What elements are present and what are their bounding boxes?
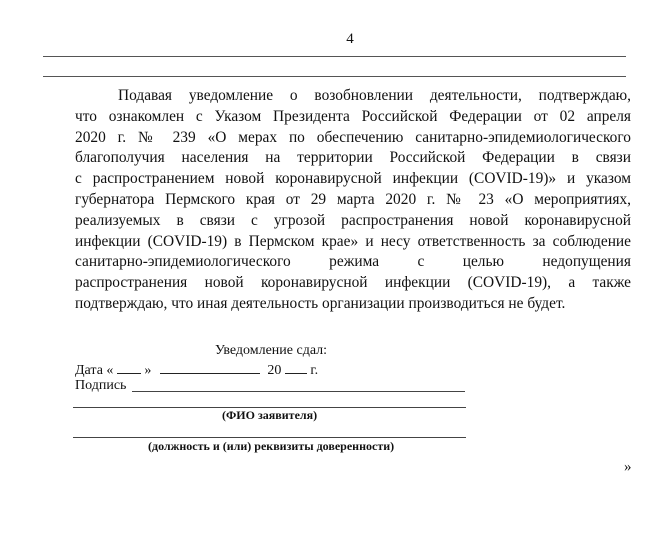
day-blank[interactable] (117, 361, 141, 374)
month-blank[interactable] (160, 361, 260, 374)
paragraph-line: подтверждаю, что иная деятельность организации производиться не будет. (75, 294, 566, 312)
position-caption: (должность и (или) реквизиты доверенности) (148, 439, 395, 453)
header-rule-top (43, 56, 626, 57)
date-prefix: Дата « (75, 363, 114, 378)
paragraph-line: 2020 г. № 239 «О мерах по обеспечению санитарно-эпидемиологического (75, 128, 631, 146)
year-prefix: 20 (267, 363, 282, 378)
confirmation-paragraph (75, 86, 631, 315)
name-caption: (ФИО заявителя) (222, 408, 318, 422)
paragraph-line: распространения новой коронавирусной инфекции (COVID-19), а также (75, 274, 631, 292)
paragraph-line: губернатора Пермского края от 29 марта 2020 г. № 23 «О мероприятиях, (75, 190, 631, 208)
paragraph-line: санитарно-эпидемиологического режима с целью недопущения (75, 253, 631, 271)
date-row (75, 361, 318, 379)
paragraph-line: Подавая уведомление о возобновлении деятельности, подтверждаю, (118, 87, 631, 104)
year-suffix: г. (310, 363, 319, 378)
position-line[interactable] (73, 437, 466, 438)
signature-line[interactable] (132, 391, 465, 392)
sign-row (75, 378, 126, 394)
paragraph-line: что ознакомлен с Указом Президента Российской Федерации от 02 апреля (75, 107, 631, 125)
signature-title: Уведомление сдал: (215, 343, 328, 358)
header-rule-bottom (43, 76, 626, 77)
year-blank[interactable] (285, 361, 307, 374)
date-mid: » (144, 363, 152, 378)
page-number: 4 (346, 31, 354, 47)
paragraph-line: инфекции (COVID-19) в Пермском крае» и несу ответственность за соблюдение (75, 232, 631, 250)
sign-label: Подпись (75, 378, 127, 393)
paragraph-line: благополучия населения на территории Российской Федерации в связи (75, 149, 631, 167)
paragraph-line: с распространением новой коронавирусной инфекции (COVID-19)» и указом (75, 170, 631, 188)
paragraph-line: реализуемых в связи с угрозой распространения новой коронавирусной (75, 211, 631, 229)
closing-quote: » (624, 459, 632, 475)
